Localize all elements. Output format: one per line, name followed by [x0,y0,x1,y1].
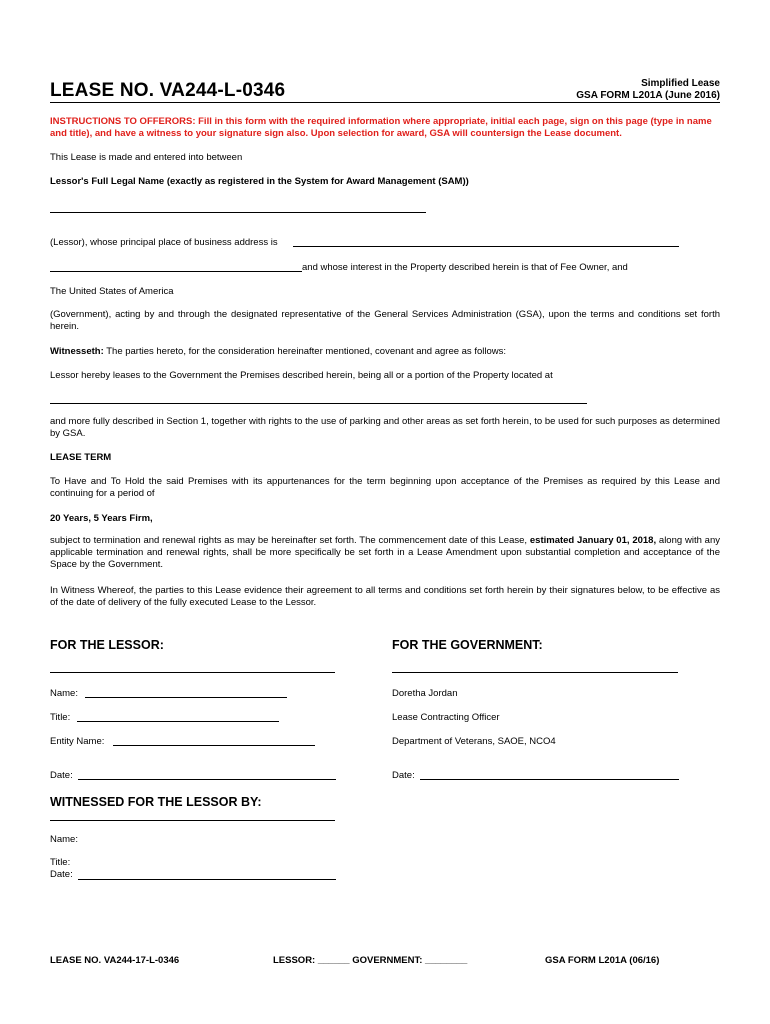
government-date-label: Date: [392,770,415,781]
to-have-paragraph: To Have and To Hold the said Premises with its appurtenances for the term beginning upon acceptance of the Premises as required by this Lease and continuing for a period of [50,476,720,499]
lessor-name-field-label: Name: [50,688,78,699]
lease-term-value: 20 Years, 5 Years Firm, [50,513,153,524]
government-signer-name: Doretha Jordan [392,688,458,699]
witness-date-field[interactable] [78,879,336,880]
lessor-title-label: Title: [50,712,71,723]
witness-date-label: Date: [50,869,73,880]
for-the-lessor-heading: FOR THE LESSOR: [50,638,164,652]
lessor-name-field[interactable] [50,212,426,213]
government-signer-title: Lease Contracting Officer [392,712,500,723]
witness-title-label: Title: [50,857,71,868]
lessor-title-field[interactable] [77,721,279,722]
lease-term-heading: LEASE TERM [50,452,112,463]
described-text-a: and more fully described in Section 1 [50,416,207,427]
government-paragraph: (Government), acting by and through the designated representative of the General Services Administration (GSA), upon the terms and conditions set forth herein. [50,309,720,332]
witnesseth-text: The parties hereto, for the consideration hereinafter mentioned, covenant and agree as follows: [103,346,507,357]
footer-lease-number: LEASE NO. VA244-17-L-0346 [50,955,180,966]
witness-name-label: Name: [50,834,78,845]
footer-form-number: GSA FORM L201A (06/16) [545,955,660,966]
leases-text: Lessor hereby leases to the Government the Premises described herein, being all or a portion of the Property located at [50,370,553,381]
property-location-field[interactable] [50,403,587,404]
commencement-text-a: subject to termination and renewal rights as may be hereinafter set forth. The commencement date of this Lease, [50,535,530,546]
lessor-name-label: Lessor's Full Legal Name (exactly as registered in the System for Award Management (SAM)) [50,176,469,187]
lessor-address-label: (Lessor), whose principal place of business address is [50,237,278,248]
lessor-signer-name-field[interactable] [85,697,287,698]
lessor-signature-line[interactable] [50,672,335,673]
form-number: GSA FORM L201A (June 2016) [576,90,720,101]
government-signature-line[interactable] [392,672,678,673]
commencement-paragraph [50,535,720,571]
lessor-entity-field[interactable] [113,745,315,746]
witnesseth-label: Witnesseth: [50,346,104,357]
document-header [50,76,720,103]
form-identifier [576,78,720,102]
footer-initials: LESSOR: ______ GOVERNMENT: ________ [273,955,468,966]
lessor-date-label: Date: [50,770,73,781]
lessor-address-field[interactable] [293,246,679,247]
described-paragraph [50,416,720,440]
lease-number-title: LEASE NO. VA244-L-0346 [50,80,286,101]
for-the-government-heading: FOR THE GOVERNMENT: [392,638,543,652]
government-department: Department of Veterans, SAOE, NCO4 [392,736,556,747]
commencement-text-b: along with any applicable termination and renewal rights, shall be more specifically be set forth in a Lease Amendment upon substantial completion and acceptance of the Space by the Government. [50,535,721,570]
lessor-entity-label: Entity Name: [50,736,105,747]
form-type: Simplified Lease [641,78,720,89]
commencement-date: estimated January 01, 2018, [529,535,657,546]
witnessed-heading: WITNESSED FOR THE LESSOR BY: [50,795,262,809]
witnesseth-paragraph [50,346,506,358]
witness-signature-line[interactable] [50,820,335,821]
lessor-address-field-continued[interactable] [50,271,302,272]
witness-whereof-paragraph: In Witness Whereof, the parties to this Lease evidence their agreement to all terms and conditions set forth herein by their signatures below, to be effective as of the date of delivery of the fully executed Lease to the Lessor. [50,585,720,608]
described-text-b: , together with rights to the use of parking and other areas as set forth herein, to be used for such purposes as determined by GSA. [50,416,720,439]
lessor-date-field[interactable] [78,779,336,780]
intro-text: This Lease is made and entered into between [50,152,243,163]
government-date-field[interactable] [420,779,679,780]
interest-text: and whose interest in the Property described herein is that of Fee Owner, and [302,262,628,273]
united-states-text: The United States of America [50,286,174,297]
instructions-to-offerors: INSTRUCTIONS TO OFFERORS: Fill in this form with the required information where appropriate, initial each page, sign on this page (type in name and title), and have a witness to your signature sign also. Upon selection for award, GSA will countersign the Lease document. [50,116,712,139]
